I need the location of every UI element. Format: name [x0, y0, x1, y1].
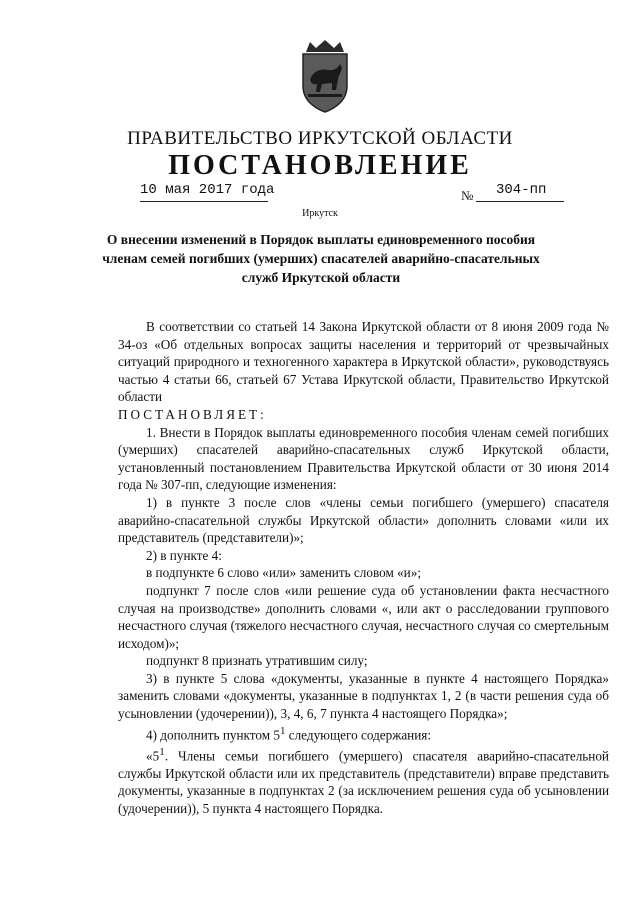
document-body [118, 318, 609, 817]
document-number: 304-пп [496, 182, 547, 198]
paragraph-subitem-2: 2) в пункте 4: [146, 547, 222, 563]
number-underline [476, 201, 564, 202]
paragraph-subitem-4 [118, 723, 609, 744]
text: «5 [146, 748, 160, 764]
paragraph-preamble: В соответствии со статьей 14 Закона Иркутской области от 8 июня 2009 года № 34-оз «Об отдельных вопросах защиты населения и территорий от чрезвычайных ситуаций природного и техногенного характера в Иркутской области», руководствуясь частью 4 статьи 66, статьей 67 Устава Иркутской области, Правительство Иркутской области [118, 319, 609, 405]
coat-of-arms-icon [298, 38, 352, 114]
decree-word: ПОСТАНОВЛЯЕТ: [118, 406, 267, 422]
date-underline [140, 201, 268, 202]
text: . Члены семьи погибшего (умершего) спасателя аварийно-спасательной службы Иркутской области или их представитель (представители) вправе представить документы, указанные в подпунктах 2 (за исключением решения суда об усыновлении (удочерении)), 5 пункта 4 настоящего Порядка. [118, 748, 609, 816]
paragraph-item-1: 1. Внести в Порядок выплаты единовременного пособия членам семей погибших (умерших) спасателей аварийно-спасательных служб Иркутской области, установленный постановлением Правительства Иркутской области от 30 июня 2014 года № 307-пп, следующие изменения: [118, 424, 609, 493]
text: 4) дополнить пунктом 5 [146, 727, 280, 743]
document-type: ПОСТАНОВЛЕНИЕ [168, 150, 472, 181]
organization-name: ПРАВИТЕЛЬСТВО ИРКУТСКОЙ ОБЛАСТИ [127, 128, 513, 149]
number-sign: № [461, 188, 474, 203]
paragraph-subitem-3: 3) в пункте 5 слова «документы, указанные в пункте 4 настоящего Порядка» заменить словами «документы, указанные в подпунктах 1, 2 (в части решения суда об усыновлении (удочерении)), 3, 4, 6, 7 пункта 4 настоящего Порядка»; [118, 670, 609, 722]
document-title: О внесении изменений в Порядок выплаты единовременного пособия членам семей погибших (умерших) спасателей аварийно-спасательных служб Иркутской области [102, 232, 540, 285]
paragraph-subitem-8: подпункт 8 признать утратившим силу; [146, 653, 368, 669]
paragraph-subitem-1: 1) в пункте 3 после слов «члены семьи погибшего (умершего) спасателя аварийно-спасательной службы Иркутской области» дополнить словами «или их представитель (представители)»; [118, 494, 609, 546]
text: следующего содержания: [285, 727, 432, 743]
paragraph-subitem-7: подпункт 7 после слов «или решение суда об установлении факта несчастного случая на производстве» дополнить словами «, или акт о расследовании группового несчастного случая (тяжелого несчастного случая, несчастного случая со смертельным исходом)»; [118, 582, 609, 651]
superscript: 1 [159, 745, 165, 758]
superscript: 1 [279, 724, 286, 737]
document-date: 10 мая 2017 года [140, 182, 275, 198]
paragraph-subitem-6: в подпункте 6 слово «или» заменить словом «и»; [146, 565, 421, 581]
city: Иркутск [302, 208, 338, 219]
paragraph-point-5-1 [118, 744, 609, 818]
